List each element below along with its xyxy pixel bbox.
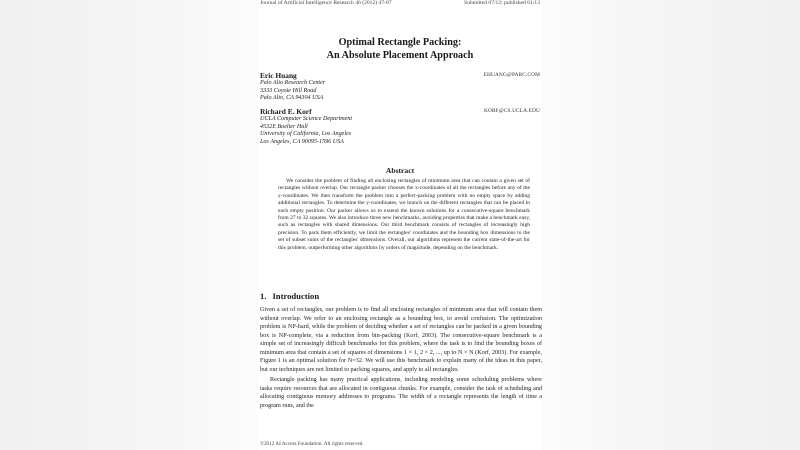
author-email: EHUANG@PARC.COM [483,72,540,78]
copyright-footer: ©2012 AI Access Foundation. All rights reserved. [260,441,364,447]
author-email: KORF@CS.UCLA.EDU [484,108,540,114]
abstract-text: We consider the problem of finding all enclosing rectangles of minimum area that can contain a given set of rectangles without overlap. Our rectangle packer chooses the x-coordinates of all the rectangles before any of the y-coordinates. We then transform the problem into a perfect-packing problem with no empty space by adding additional rectangles. To determine the y-coordinates, we branch on the different rectangles that can be placed in each empty position. Our packer allows us to extend the known solutions for a consecutive-square benchmark from 27 to 32 squares. We also introduce three new benchmarks, avoiding properties that make a benchmark easy, such as rectangles with shared dimensions. Our third benchmark consists of rectangles of increasingly high precision. To pack them efficiently, we limit the rectangles' coordinates and the bounding box dimensions to the set of subset sums of the rectangles' dimensions. Overall, our algorithms represent the current state-of-the-art for this problem, outperforming other algorithms by orders of magnitude, depending on the benchmark. [278,178,530,251]
affiliation-line: 4532E Boelter Hall [260,123,308,130]
section-body [260,306,542,413]
abstract-heading: Abstract [385,166,415,175]
section-number: 1. [260,291,267,301]
affiliation-line: University of California, Los Angeles [260,131,352,138]
author-name: Richard E. Korf [260,107,312,116]
journal-header: Journal of Artificial Intelligence Research 46 (2012) 47-87 [260,0,392,6]
section-heading [260,291,319,301]
left-margin-background [0,0,258,450]
right-margin-background [542,0,800,450]
section-title: Introduction [272,291,320,301]
title-line-2: An Absolute Placement Approach [326,49,474,61]
paper-title [258,37,542,62]
affiliation-line: Los Angeles, CA 90095-1596 USA [260,138,344,145]
submission-info: Submitted 07/12; published 01/13 [464,0,540,6]
paper-page [258,0,542,450]
affiliation-line: 3333 Coyote Hill Road [260,87,317,94]
affiliation-line: UCLA Computer Science Department [260,116,353,122]
affiliation-line: Palo Alto Research Center [260,80,326,86]
author-block [260,71,540,103]
title-line-1: Optimal Rectangle Packing: [338,37,462,48]
body-paragraph: Given a set of rectangles, our problem is to find all enclosing rectangles of minimum area that will contain them without overlap. We refer to an enclosing rectangle as a bounding box, to avoid confusion. The optimization problem is NP-hard, while the problem of deciding whether a set of rectangles can be packed in a given bounding box is NP-complete, via a reduction from bin-packing (Korf, 2003). The consecutive-square benchmark is a simple set of increasingly difficult benchmarks for this problem, where the task is to find the bounding boxes of minimum area that contain a set of squares of dimensions 1 × 1, 2 × 2, ..., up to N × N (Korf, 2003). For example, Figure 1 is an optimal solution for N=32. We will use this benchmark to explain many of the ideas in this paper, but our techniques are not limited to packing squares, and apply to all rectangles. [260,307,542,373]
author-name: Eric Huang [260,71,297,80]
affiliation-line: Palo Alto, CA 94304 USA [260,95,324,102]
author-block [260,107,540,146]
body-paragraph: Rectangle packing has many practical applications, including modeling some scheduling problems where tasks require resources that are allocated in contiguous chunks. For example, consider the task of scheduling and allocating contiguous memory addresses to programs. The width of a rectangle represents the length of time a program runs, and the [260,377,542,410]
